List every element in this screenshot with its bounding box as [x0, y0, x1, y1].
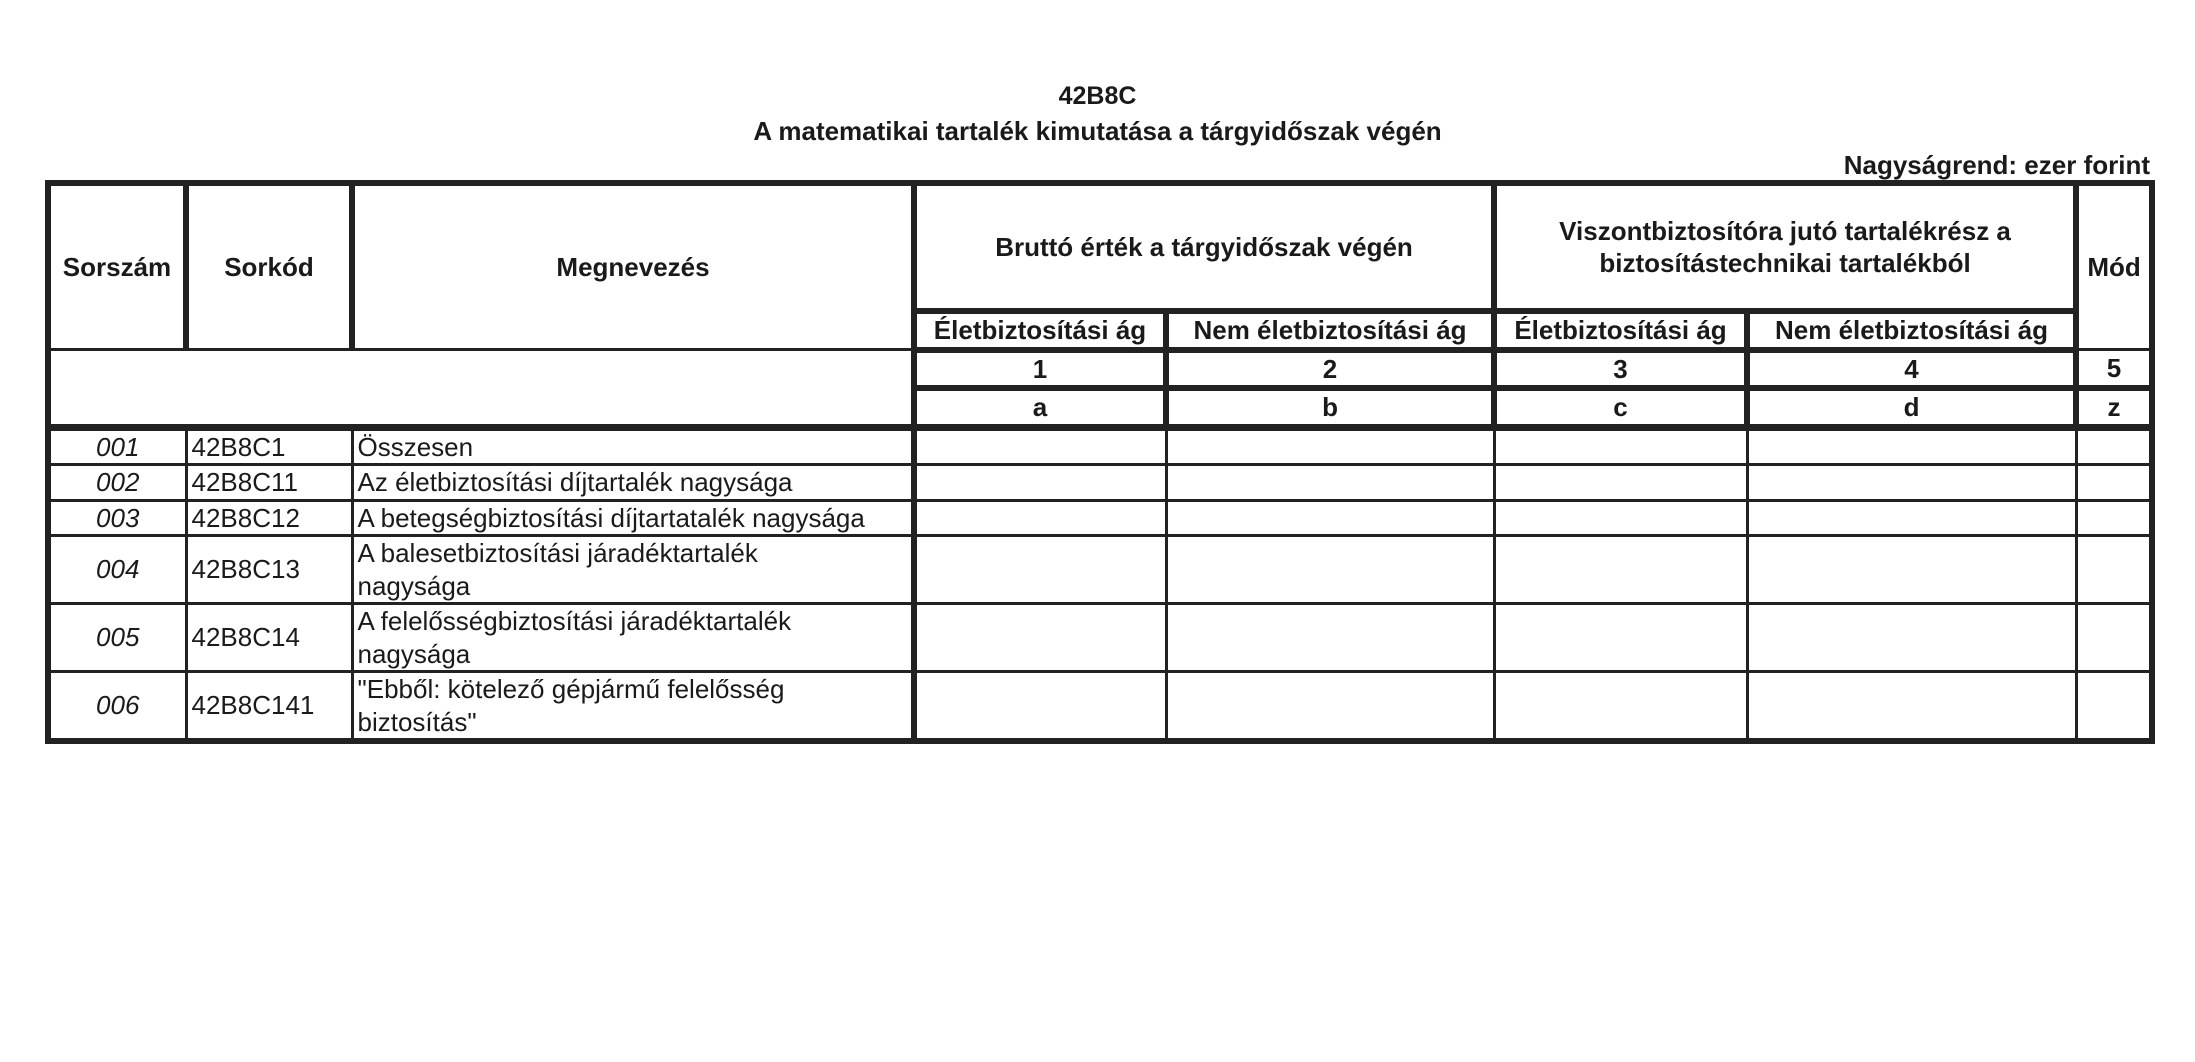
cell-b[interactable] [1166, 536, 1494, 604]
header-sorkod: Sorkód [186, 183, 352, 350]
row-sorszam: 005 [48, 604, 186, 672]
cell-d[interactable] [1747, 672, 2076, 742]
row-megnevezes: "Ebből: kötelező gépjármű felelősség biztosítás" [352, 672, 914, 742]
cell-z[interactable] [2076, 465, 2152, 501]
header-blank [48, 350, 914, 389]
cell-d[interactable] [1747, 465, 2076, 501]
header-letter-z: z [2076, 388, 2152, 427]
cell-b[interactable] [1166, 672, 1494, 742]
row-sorkod: 42B8C11 [186, 465, 352, 501]
cell-d[interactable] [1747, 536, 2076, 604]
row-sorkod: 42B8C12 [186, 500, 352, 536]
row-megnevezes: A balesetbiztosítási járadéktartalék nagysága [352, 536, 914, 604]
unit-note: Nagyságrend: ezer forint [1843, 150, 2150, 180]
cell-z[interactable] [2076, 500, 2152, 536]
row-sorszam: 001 [48, 427, 186, 465]
row-sorszam: 004 [48, 536, 186, 604]
header-mod: Mód [2076, 183, 2152, 350]
header-letter-b: b [1166, 388, 1494, 427]
row-sorkod: 42B8C1 [186, 427, 352, 465]
cell-a[interactable] [914, 604, 1166, 672]
header-num-1: 1 [914, 350, 1166, 389]
cell-z[interactable] [2076, 672, 2152, 742]
row-megnevezes: Az életbiztosítási díjtartalék nagysága [352, 465, 914, 501]
row-sorkod: 42B8C13 [186, 536, 352, 604]
cell-c[interactable] [1494, 427, 1747, 465]
header-sorszam: Sorszám [48, 183, 186, 350]
header-letter-c: c [1494, 388, 1747, 427]
header-group-viszont: Viszontbiztosítóra jutó tartalékrész a biztosítástechnikai tartalékból [1494, 183, 2076, 311]
header-sub-1: Életbiztosítási ág [914, 311, 1166, 350]
cell-c[interactable] [1494, 672, 1747, 742]
header-num-5: 5 [2076, 350, 2152, 389]
cell-b[interactable] [1166, 500, 1494, 536]
form-code-title: 42B8C [1058, 82, 1137, 110]
header-sub-3: Életbiztosítási ág [1494, 311, 1747, 350]
table-row [48, 536, 2152, 604]
row-sorszam: 003 [48, 500, 186, 536]
page-title: A matematikai tartalék kimutatása a tárgyidőszak végén [753, 116, 1442, 146]
header-blank-2 [48, 388, 914, 427]
cell-c[interactable] [1494, 500, 1747, 536]
data-table [45, 180, 2155, 744]
header-num-4: 4 [1747, 350, 2076, 389]
row-sorszam: 006 [48, 672, 186, 742]
header-group-brutto: Bruttó érték a tárgyidőszak végén [914, 183, 1494, 311]
table-row [48, 427, 2152, 465]
row-sorkod: 42B8C14 [186, 604, 352, 672]
cell-a[interactable] [914, 672, 1166, 742]
header-letter-a: a [914, 388, 1166, 427]
table-row [48, 672, 2152, 742]
header-sub-4: Nem életbiztosítási ág [1747, 311, 2076, 350]
header-letter-d: d [1747, 388, 2076, 427]
table-row [48, 465, 2152, 501]
table-row [48, 500, 2152, 536]
row-megnevezes: A betegségbiztosítási díjtartatalék nagysága [352, 500, 914, 536]
row-sorkod: 42B8C141 [186, 672, 352, 742]
header-megnevezes: Megnevezés [352, 183, 914, 350]
cell-c[interactable] [1494, 536, 1747, 604]
cell-a[interactable] [914, 500, 1166, 536]
cell-b[interactable] [1166, 604, 1494, 672]
cell-z[interactable] [2076, 604, 2152, 672]
header-num-3: 3 [1494, 350, 1747, 389]
header-num-2: 2 [1166, 350, 1494, 389]
cell-c[interactable] [1494, 465, 1747, 501]
cell-a[interactable] [914, 427, 1166, 465]
row-sorszam: 002 [48, 465, 186, 501]
cell-d[interactable] [1747, 427, 2076, 465]
cell-c[interactable] [1494, 604, 1747, 672]
cell-a[interactable] [914, 465, 1166, 501]
table-row [48, 604, 2152, 672]
cell-z[interactable] [2076, 427, 2152, 465]
cell-b[interactable] [1166, 465, 1494, 501]
cell-b[interactable] [1166, 427, 1494, 465]
cell-z[interactable] [2076, 536, 2152, 604]
row-megnevezes: A felelősségbiztosítási járadéktartalék nagysága [352, 604, 914, 672]
cell-a[interactable] [914, 536, 1166, 604]
row-megnevezes: Összesen [352, 427, 914, 465]
header-sub-2: Nem életbiztosítási ág [1166, 311, 1494, 350]
cell-d[interactable] [1747, 500, 2076, 536]
cell-d[interactable] [1747, 604, 2076, 672]
